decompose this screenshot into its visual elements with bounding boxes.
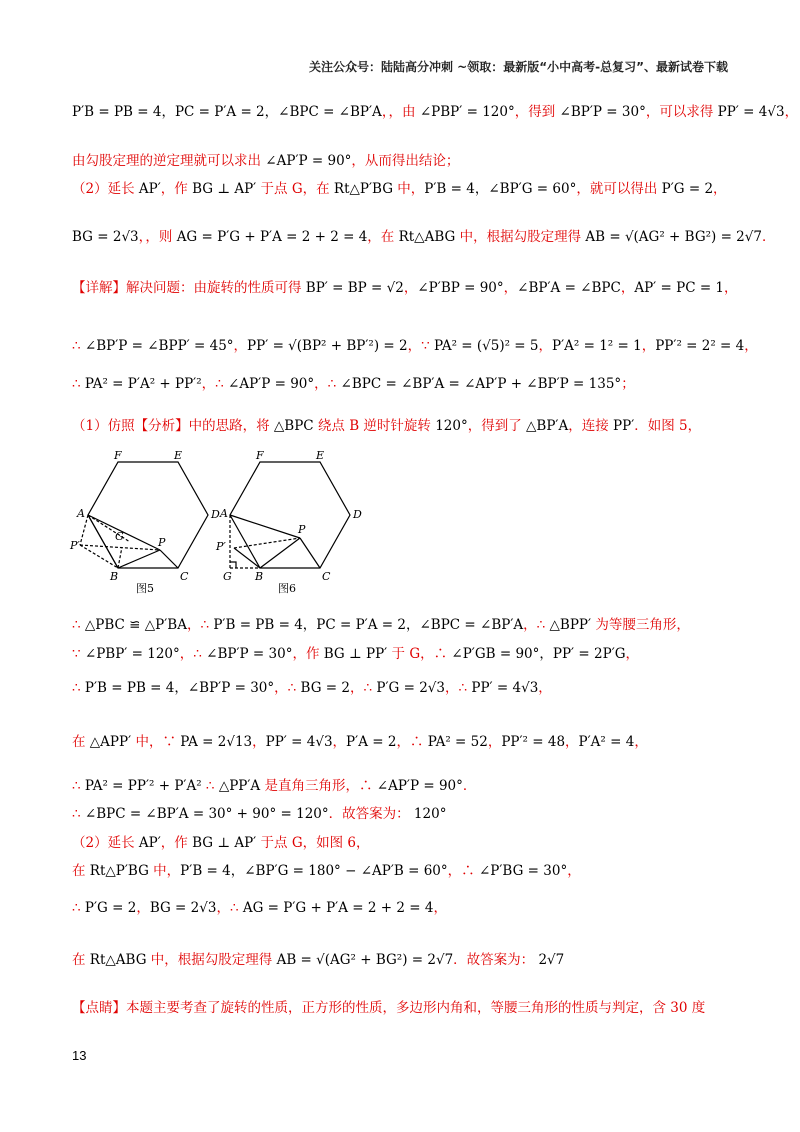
solution-text: ，作	[160, 835, 193, 851]
solution-text: ，就可以得出	[576, 181, 662, 197]
solution-text: 【详解】解决问题：由旋转的性质可得	[72, 280, 306, 296]
label-P-fig5: P	[158, 536, 166, 549]
solution-text: ∴	[72, 806, 85, 822]
math-expression: PP′² = 2² = 4	[655, 338, 745, 354]
label-P-fig6: P	[298, 523, 306, 536]
solution-text: 于点 G，如图 6，	[256, 835, 370, 851]
solution-text: ．故答案为：	[453, 952, 539, 968]
label-C-fig5: C	[180, 570, 189, 583]
solution-text: ，∴	[523, 617, 550, 633]
math-expression: AP′	[138, 835, 161, 851]
math-expression: P′G = 2	[84, 900, 137, 916]
solution-text: ，	[538, 338, 553, 354]
solution-text: （1）仿照【分析】中的思路，将	[72, 418, 274, 434]
solution-text: ，	[641, 338, 656, 354]
math-expression: PP′ = 4√3	[717, 104, 785, 120]
segment-PprimeB-fig5	[80, 545, 118, 568]
text-line	[72, 103, 799, 121]
solution-text: ∴	[72, 680, 85, 696]
solution-text: ，	[503, 280, 518, 296]
solution-text: （2）延长	[72, 181, 139, 197]
solution-text: 是直角三角形，∴	[260, 778, 377, 794]
math-expression: 120°	[413, 806, 447, 822]
math-expression: PA² = PP′² + P′A²	[84, 778, 202, 794]
math-expression: P′B = PB = 4，∠BP′P = 30°	[84, 680, 275, 696]
solution-text: ，	[634, 734, 648, 750]
solution-text: ，∴	[314, 376, 341, 392]
solution-text: ，	[625, 646, 640, 662]
math-expression: △BPC	[273, 418, 314, 434]
text-line	[72, 417, 732, 435]
label-F-fig5: F	[114, 449, 122, 462]
math-expression: PP′	[613, 418, 635, 434]
segment-AP-fig5	[88, 515, 160, 550]
segment-BG-fig5	[118, 547, 122, 568]
text-line	[72, 228, 776, 246]
solution-text: ，，由	[381, 104, 420, 120]
solution-text: ．	[761, 229, 776, 245]
math-expression: △APP′	[89, 734, 132, 750]
solution-text: 于 G，∴	[387, 646, 452, 662]
math-expression: △PBC ≌ △P′BA	[84, 617, 187, 633]
math-expression: ∠BP′P = 30°	[206, 646, 293, 662]
solution-text: 中，根据勾股定理得	[146, 952, 277, 968]
solution-text: 绕点 B 逆时针旋转	[313, 418, 436, 434]
solution-text: 在	[72, 952, 90, 968]
solution-text: ；	[621, 376, 635, 392]
math-expression: PP′ = 4√3	[265, 734, 333, 750]
math-expression: PP′² = 48	[501, 734, 566, 750]
solution-text: 在	[72, 734, 90, 750]
label-D-fig5: D	[211, 508, 220, 521]
solution-text: ，	[487, 734, 502, 750]
math-expression: Rt△P′BG	[89, 863, 149, 879]
hexagon-fig5	[88, 462, 208, 568]
solution-text: ，∵	[407, 338, 434, 354]
label-Pprime-fig6: P′	[216, 540, 226, 553]
solution-text: ，在	[367, 229, 399, 245]
hexagon-fig6	[230, 462, 350, 568]
solution-text: ，得到了	[467, 418, 527, 434]
math-expression: AB = √(AG² + BG²) = 2√7	[276, 952, 454, 968]
math-expression: PA = 2√13	[180, 734, 253, 750]
text-line	[72, 805, 732, 823]
math-expression: 2√7	[538, 952, 565, 968]
math-expression: AG = P′G + P′A = 2 + 2 = 4	[176, 229, 368, 245]
math-expression: BG = 2√3	[149, 900, 217, 916]
math-expression: ∠AP′P = 90°	[265, 153, 352, 169]
math-expression: Rt△ABG	[89, 952, 147, 968]
label-G-fig5: G	[115, 530, 124, 543]
solution-text: ，，则	[138, 229, 177, 245]
solution-text: 【点睛】本题主要考查了旋转的性质，正方形的性质，多边形内角和，等腰三角形的性质与判定，含 30 度	[72, 1000, 706, 1016]
segment-PprimeP-fig5	[80, 545, 160, 550]
solution-text: 中，	[148, 863, 181, 879]
caption-fig5: 图5	[136, 582, 154, 595]
math-expression: ∠P′GB = 90°，PP′ = 2P′G	[451, 646, 626, 662]
text-line	[72, 777, 732, 795]
math-expression: P′G = 2	[661, 181, 714, 197]
solution-text: ∴	[201, 778, 219, 794]
solution-text: ．	[462, 778, 477, 794]
solution-text: ∴	[72, 900, 85, 916]
math-expression: PA² = P′A² + PP′²	[84, 376, 202, 392]
solution-text: ∴	[72, 338, 85, 354]
solution-text: （2）延长	[72, 835, 139, 851]
label-E-fig5: E	[174, 449, 183, 462]
math-expression: P′B = PB = 4，PC = P′A = 2，∠BPC = ∠BP′A	[72, 104, 382, 120]
math-expression: BG ⊥ AP′	[192, 835, 257, 851]
math-expression: BG ⊥ PP′	[323, 646, 388, 662]
solution-text: ，	[403, 280, 418, 296]
label-A-fig6: A	[220, 507, 228, 520]
solution-text: ，	[565, 734, 579, 750]
math-expression: P′A = 2	[346, 734, 397, 750]
solution-text: ，∴	[186, 617, 214, 633]
math-expression: PA² = (√5)² = 5	[433, 338, 539, 354]
solution-text: ，	[567, 863, 581, 879]
math-expression: ∠BP′P = 30°	[559, 104, 646, 120]
solution-text: ，	[744, 338, 758, 354]
text-line	[72, 899, 732, 917]
solution-text: ∵	[72, 646, 85, 662]
math-expression: ∠BP′P = ∠BPP′ = 45°	[84, 338, 234, 354]
label-A-fig5: A	[77, 507, 85, 520]
label-F-fig6: F	[256, 449, 264, 462]
text-line	[72, 951, 732, 969]
math-expression: P′B = 4，∠BP′G = 180° − ∠AP′B = 60°	[180, 863, 448, 879]
text-line	[72, 152, 732, 170]
solution-text: ．故答案为：	[328, 806, 414, 822]
text-line	[72, 337, 758, 355]
segment-PprimeB-fig6	[234, 548, 260, 568]
math-expression: △BPP′	[549, 617, 592, 633]
page-header: 关注公众号：陆陆高分冲刺 ~领取：最新版“小中高考-总复习”、最新试卷下载	[309, 60, 728, 74]
math-expression: PP′ = √(BP² + BP′²) = 2	[247, 338, 408, 354]
math-expression: ∠BPC = ∠BP′A = 30° + 90° = 120°	[84, 806, 329, 822]
math-expression: AP′ = PC = 1	[634, 280, 725, 296]
solution-text: ∴	[72, 376, 85, 392]
label-E-fig6: E	[316, 449, 325, 462]
text-line	[72, 834, 732, 852]
solution-text: ，从而得出结论；	[351, 153, 460, 169]
solution-text: ，	[784, 104, 799, 120]
label-D-fig6: D	[353, 508, 362, 521]
math-expression: PP′ = 4√3	[471, 680, 539, 696]
solution-text: ，∴	[216, 900, 243, 916]
math-expression: BG = 2	[300, 680, 350, 696]
solution-text: 于点 G，在	[256, 181, 334, 197]
solution-text: ，∴	[396, 734, 428, 750]
solution-text: ，∴	[444, 680, 472, 696]
math-expression: P′G = 2√3	[376, 680, 445, 696]
solution-text: 中，	[392, 181, 425, 197]
segment-BP-fig6	[260, 538, 300, 568]
math-expression: Rt△P′BG	[333, 181, 393, 197]
math-expression: P′A² = 1² = 1	[552, 338, 642, 354]
math-expression: AP′	[138, 181, 161, 197]
text-line	[72, 645, 732, 663]
math-expression: BP′ = BP = √2	[305, 280, 404, 296]
solution-text: 由勾股定理的逆定理就可以求出	[72, 153, 266, 169]
solution-text: ，	[713, 181, 727, 197]
label-B-fig6: B	[255, 570, 264, 583]
solution-text: ，	[724, 280, 738, 296]
math-expression: AG = P′G + P′A = 2 + 2 = 4	[242, 900, 434, 916]
math-expression: ∠P′BG = 30°	[478, 863, 568, 879]
math-expression: ∠BPC = ∠BP′A = ∠AP′P + ∠BP′P = 135°	[340, 376, 622, 392]
label-C-fig6: C	[322, 570, 331, 583]
solution-text: ∴	[72, 617, 85, 633]
solution-text: ，	[620, 280, 635, 296]
solution-text: ，	[332, 734, 347, 750]
text-line	[72, 862, 732, 880]
math-expression: PA² = 52	[427, 734, 488, 750]
math-expression: ∠PBP′ = 120°	[84, 646, 180, 662]
solution-text: ，∴	[179, 646, 207, 662]
right-angle-mark-fig6	[230, 562, 236, 568]
segment-PC-fig5	[160, 550, 178, 568]
solution-text: ，	[136, 900, 150, 916]
label-B-fig5: B	[110, 570, 119, 583]
math-expression: △PP′A	[218, 778, 261, 794]
caption-fig6: 图6	[278, 582, 296, 595]
math-expression: BG = 2√3	[72, 229, 139, 245]
segment-PC-fig6	[300, 538, 320, 568]
solution-text: ，得到	[514, 104, 560, 120]
math-expression: BG ⊥ AP′	[192, 181, 257, 197]
text-line	[72, 733, 732, 751]
solution-text: 中，∵	[131, 734, 181, 750]
solution-text: ，∴	[447, 863, 479, 879]
math-expression: ∠BP′A = ∠BPC	[517, 280, 621, 296]
math-expression: 120°	[435, 418, 468, 434]
solution-text: ．如图 5，	[634, 418, 702, 434]
label-G-fig6: G	[223, 570, 232, 583]
text-line	[72, 999, 732, 1017]
math-expression: ∠AP′P = 90°	[376, 778, 463, 794]
figure-5	[80, 462, 208, 568]
text-line	[72, 679, 732, 697]
solution-text: ，可以求得	[645, 104, 718, 120]
page-number: 13	[72, 1048, 87, 1063]
solution-text: 在	[72, 863, 90, 879]
math-expression: AB = √(AG² + BG²) = 2√7	[585, 229, 762, 245]
segment-BP-fig5	[118, 550, 160, 568]
solution-text: ，∴	[274, 680, 301, 696]
math-expression: P′B = PB = 4，PC = P′A = 2，∠BPC = ∠BP′A	[213, 617, 524, 633]
label-Pprime-fig5: P′	[70, 539, 80, 552]
geometry-figures	[70, 450, 360, 600]
solution-text: ，∴	[201, 376, 229, 392]
math-expression: △BP′A	[526, 418, 569, 434]
math-expression: Rt△ABG	[398, 229, 456, 245]
math-expression: ∠P′BP = 90°	[417, 280, 504, 296]
solution-text: ，∴	[349, 680, 377, 696]
solution-text: ，连接	[568, 418, 614, 434]
solution-text: 中，根据勾股定理得	[455, 229, 586, 245]
solution-text: ，作	[292, 646, 324, 662]
text-line	[72, 375, 732, 393]
math-expression: P′A² = 4	[578, 734, 635, 750]
math-expression: ∠PBP′ = 120°	[419, 104, 515, 120]
text-line	[72, 616, 732, 634]
solution-text: ，	[252, 734, 266, 750]
math-expression: P′B = 4，∠BP′G = 60°	[424, 181, 577, 197]
solution-text: ，	[538, 680, 552, 696]
figure-6	[230, 462, 350, 568]
text-line	[72, 180, 732, 198]
solution-text: ∴	[72, 778, 85, 794]
math-expression: ∠AP′P = 90°	[228, 376, 315, 392]
solution-text: ，	[433, 900, 447, 916]
solution-text: 为等腰三角形，	[591, 617, 690, 633]
solution-text: ，作	[160, 181, 193, 197]
text-line	[72, 279, 738, 297]
solution-text: ，	[233, 338, 248, 354]
